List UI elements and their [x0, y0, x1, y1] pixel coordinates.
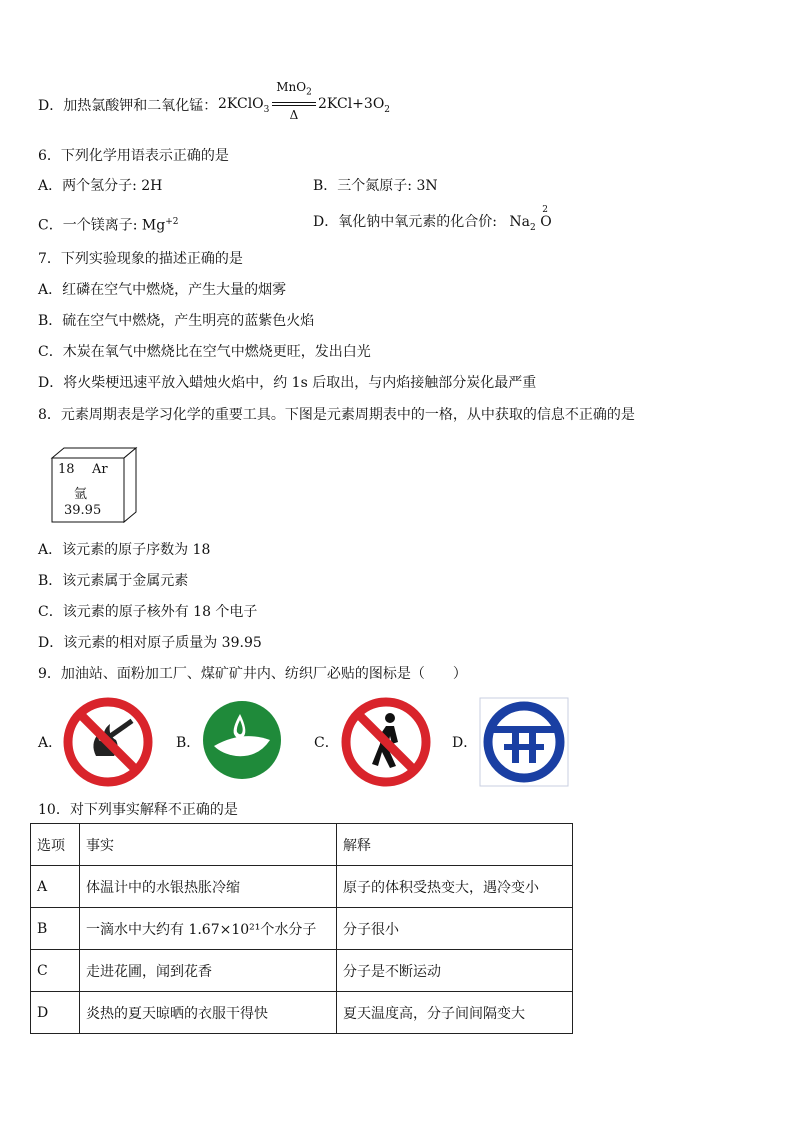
q9-label-b: B． — [176, 735, 201, 751]
element-cell — [50, 446, 140, 530]
table-row — [31, 908, 573, 950]
q8-option-b: B．该元素属于金属元素 — [38, 573, 189, 589]
q6-option-a: A．两个氢分子: 2H — [38, 178, 163, 194]
element-mass: 39.95 — [64, 503, 102, 518]
q9-label-d: D． — [452, 735, 478, 751]
element-name: 氩 — [74, 487, 88, 502]
q5-catalyst: MnO$_2$ — [276, 80, 312, 98]
q5-reactant: 2KClO$_3$ — [218, 96, 270, 115]
q5-product: $2KCl+3O_2$ — [318, 96, 391, 115]
row-explanation: 夏天温度高，分子间间隔变大 — [337, 992, 573, 1034]
q7-option-c: C．木炭在氧气中燃烧比在空气中燃烧更旺，发出白光 — [38, 344, 371, 360]
row-explanation: 分子很小 — [337, 908, 573, 950]
q6-option-d: D．氧化钠中氧元素的化合价: $Na_2$ 2 O — [313, 212, 552, 238]
row-fact: 一滴水中大约有 1.67×10²¹个水分子 — [80, 908, 337, 950]
q6-d-oxygen: 2 O — [540, 205, 552, 230]
q7-option-d: D．将火柴梗迅速平放入蜡烛火焰中，约 1s 后取出，与内焰接触部分炭化最严重 — [38, 375, 537, 391]
table-header-row — [31, 824, 573, 866]
q6-d-formula: $Na_2$ 2 O — [509, 205, 552, 233]
table-row — [31, 950, 573, 992]
q9-signs — [38, 694, 598, 790]
row-option: C — [31, 950, 80, 992]
q7-stem: 7．下列实验现象的描述正确的是 — [38, 251, 243, 267]
q7-option-a: A．红磷在空气中燃烧，产生大量的烟雾 — [38, 282, 287, 298]
q5-arrow-line-bottom — [272, 105, 316, 106]
q10-stem: 10．对下列事实解释不正确的是 — [38, 802, 238, 818]
row-option: B — [31, 908, 80, 950]
q7-option-b: B．硫在空气中燃烧，产生明亮的蓝紫色火焰 — [38, 313, 315, 329]
recycling-symbol-sign-icon — [478, 696, 570, 788]
no-open-flame-sign-icon — [62, 696, 154, 788]
header-explanation: 解释 — [337, 824, 573, 866]
q9-label-a: A． — [38, 735, 63, 751]
q5-option-d-prefix: D．加热氯酸钾和二氧化锰： — [38, 98, 218, 114]
row-option: A — [31, 866, 80, 908]
header-option: 选项 — [31, 824, 80, 866]
row-explanation: 分子是不断运动 — [337, 950, 573, 992]
no-pedestrian-sign-icon — [340, 696, 432, 788]
water-saving-sign-icon — [202, 700, 282, 780]
header-fact: 事实 — [80, 824, 337, 866]
q6-option-b: B．三个氮原子: 3N — [313, 178, 438, 194]
row-explanation: 原子的体积受热变大，遇冷变小 — [337, 866, 573, 908]
row-option: D — [31, 992, 80, 1034]
q6-option-c: C．一个镁离子: $Mg^{+2}$ — [38, 217, 179, 234]
q5-arrow-line-top — [272, 102, 316, 103]
q6-stem: 6．下列化学用语表示正确的是 — [38, 148, 229, 164]
q8-option-c: C．该元素的原子核外有 18 个电子 — [38, 604, 258, 620]
q8-option-a: A．该元素的原子序数为 18 — [38, 542, 211, 558]
q5-option-d — [38, 96, 217, 116]
q5-condition: Δ — [289, 108, 299, 122]
q9-stem: 9．加油站、面粉加工厂、煤矿矿井内、纺织厂必贴的图标是（ ） — [38, 666, 467, 682]
row-fact: 体温计中的水银热胀冷缩 — [80, 866, 337, 908]
row-fact: 走进花圃，闻到花香 — [80, 950, 337, 992]
row-fact: 炎热的夏天晾晒的衣服干得快 — [80, 992, 337, 1034]
element-symbol: Ar — [92, 462, 108, 477]
table-row — [31, 992, 573, 1034]
q8-option-d: D．该元素的相对原子质量为 39.95 — [38, 635, 262, 651]
q8-stem: 8．元素周期表是学习化学的重要工具。下图是元素周期表中的一格，从中获取的信息不正确的是 — [38, 407, 635, 423]
element-number: 18 — [58, 462, 75, 477]
table-row — [31, 866, 573, 908]
q9-label-c: C． — [314, 735, 339, 751]
q10-table — [30, 823, 573, 1034]
